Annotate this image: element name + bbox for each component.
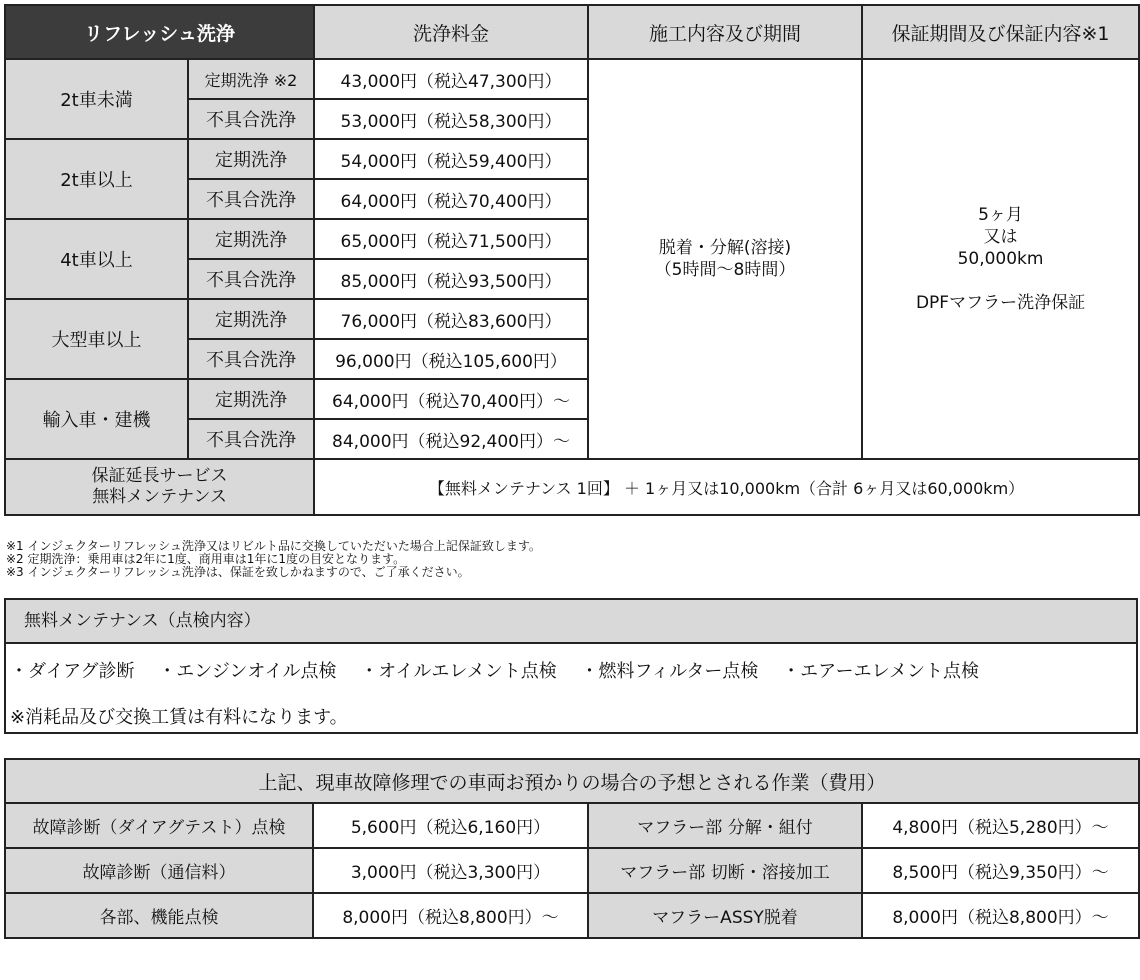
header-refresh: リフレッシュ洗浄 <box>5 5 314 59</box>
wash-price: 64,000円（税込70,400円） <box>314 179 588 219</box>
refresh-price-table <box>4 4 1140 516</box>
repair-item: 故障診断（通信料） <box>5 848 313 893</box>
vehicle-class: 輸入車・建機 <box>5 379 188 459</box>
warranty-content <box>862 59 1139 459</box>
wash-type: 不具合洗浄 <box>188 179 314 219</box>
warranty-scope: DPFマフラー洗浄保証 <box>915 293 1086 313</box>
wash-price: 43,000円（税込47,300円） <box>314 59 588 99</box>
wash-price: 64,000円（税込70,400円）～ <box>314 379 588 419</box>
warranty-km: 50,000km <box>957 249 1044 269</box>
wash-type: 不具合洗浄 <box>188 99 314 139</box>
footnote: ※3 インジェクターリフレッシュ洗浄は、保証を致しかねますので、ご了承ください。 <box>6 565 470 579</box>
work-duration: （5時間～8時間） <box>654 260 796 280</box>
maintenance-title: 無料メンテナンス（点検内容） <box>6 600 1136 644</box>
repair-cost-table <box>4 758 1140 939</box>
maintenance-items <box>6 657 1136 683</box>
wash-type: 定期洗浄 ※2 <box>188 59 314 99</box>
extension-label-line: 保証延長サービス <box>91 466 228 486</box>
repair-item: マフラー部 分解・組付 <box>588 803 862 848</box>
maintenance-item: ・ダイアグ診断 <box>10 661 135 682</box>
vehicle-class: 2t車以上 <box>5 139 188 219</box>
repair-price: 8,000円（税込8,800円）～ <box>862 893 1139 938</box>
vehicle-class: 2t車未満 <box>5 59 188 139</box>
repair-item: 故障診断（ダイアグテスト）点検 <box>5 803 313 848</box>
repair-item: マフラーASSY脱着 <box>588 893 862 938</box>
header-price: 洗浄料金 <box>314 5 588 59</box>
repair-price: 3,000円（税込3,300円） <box>313 848 588 893</box>
wash-type: 定期洗浄 <box>188 139 314 179</box>
vehicle-class: 4t車以上 <box>5 219 188 299</box>
maintenance-item: ・エンジンオイル点検 <box>158 661 337 682</box>
repair-price: 8,500円（税込9,350円）～ <box>862 848 1139 893</box>
repair-item: マフラー部 切断・溶接加工 <box>588 848 862 893</box>
extension-label-line: 無料メンテナンス <box>92 487 227 507</box>
wash-price: 76,000円（税込83,600円） <box>314 299 588 339</box>
wash-price: 96,000円（税込105,600円） <box>314 339 588 379</box>
vehicle-class: 大型車以上 <box>5 299 188 379</box>
work-line: 脱着・分解(溶接) <box>658 238 792 258</box>
extension-text: 【無料メンテナンス 1回】 ＋ 1ヶ月又は10,000km（合計 6ヶ月又は60,000km） <box>314 459 1139 515</box>
wash-price: 53,000円（税込58,300円） <box>314 99 588 139</box>
header-warranty: 保証期間及び保証内容※1 <box>862 5 1139 59</box>
wash-type: 不具合洗浄 <box>188 339 314 379</box>
extension-label <box>5 459 314 515</box>
maintenance-note: ※消耗品及び交換工賃は有料になります。 <box>10 707 348 728</box>
repair-title: 上記、現車故障修理での車両お預かりの場合の予想とされる作業（費用） <box>5 759 1139 803</box>
warranty-months: 5ヶ月 <box>978 205 1023 225</box>
maintenance-item: ・オイルエレメント点検 <box>360 661 557 682</box>
wash-type: 定期洗浄 <box>188 379 314 419</box>
repair-price: 5,600円（税込6,160円） <box>313 803 588 848</box>
footnote: ※2 定期洗浄：乗用車は2年に1度、商用車は1年に1度の目安となります。 <box>6 552 406 566</box>
table-row <box>5 803 1139 848</box>
footnotes <box>6 540 1136 579</box>
repair-item: 各部、機能点検 <box>5 893 313 938</box>
wash-type: 不具合洗浄 <box>188 419 314 459</box>
maintenance-item: ・エアーエレメント点検 <box>782 661 980 682</box>
maintenance-box <box>4 598 1138 734</box>
wash-type: 定期洗浄 <box>188 219 314 259</box>
wash-price: 84,000円（税込92,400円）～ <box>314 419 588 459</box>
work-content <box>588 59 862 459</box>
maintenance-item: ・燃料フィルター点検 <box>580 661 759 682</box>
repair-price: 8,000円（税込8,800円）～ <box>313 893 588 938</box>
table-row <box>5 459 1139 515</box>
wash-price: 85,000円（税込93,500円） <box>314 259 588 299</box>
warranty-or: 又は <box>983 227 1018 247</box>
table-row <box>5 848 1139 893</box>
repair-price: 4,800円（税込5,280円）～ <box>862 803 1139 848</box>
table-row <box>5 59 1139 99</box>
header-work: 施工内容及び期間 <box>588 5 862 59</box>
wash-price: 65,000円（税込71,500円） <box>314 219 588 259</box>
wash-price: 54,000円（税込59,400円） <box>314 139 588 179</box>
table-row <box>5 893 1139 938</box>
footnote: ※1 インジェクターリフレッシュ洗浄又はリビルト品に交換していただいた場合上記保証致します。 <box>6 539 541 553</box>
wash-type: 不具合洗浄 <box>188 259 314 299</box>
wash-type: 定期洗浄 <box>188 299 314 339</box>
